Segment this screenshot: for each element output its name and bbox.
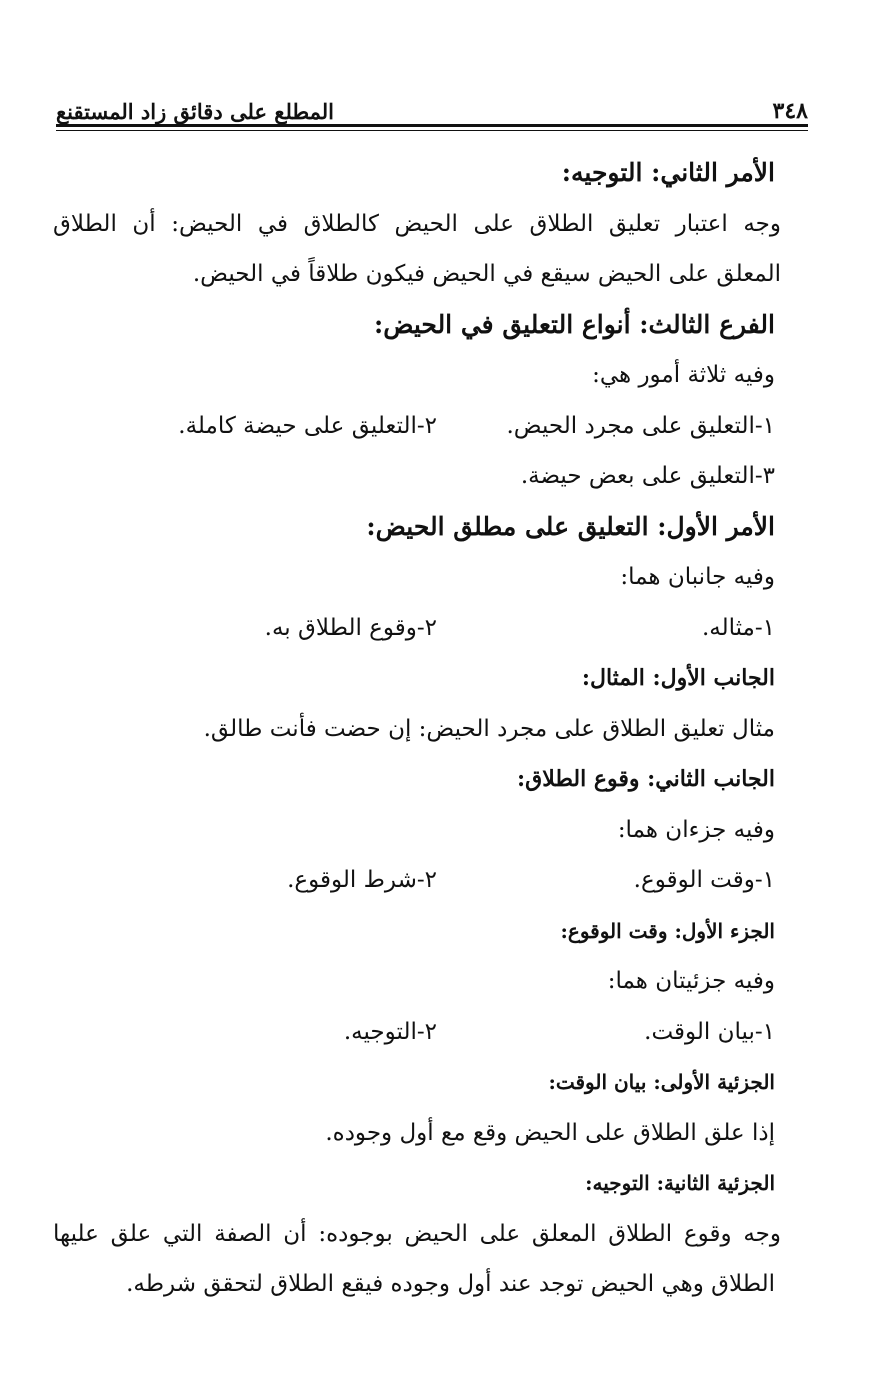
heading-first-subpart: الجزئية الأولى: بيان الوقت: xyxy=(548,1070,775,1094)
list-item: ٢-شرط الوقوع. xyxy=(287,867,437,893)
list-item: ٢-وقوع الطلاق به. xyxy=(264,614,437,641)
list-item: ١-بيان الوقت. xyxy=(644,1018,775,1045)
text-line: وفيه جانبان هما: xyxy=(620,564,775,590)
list-item: ٣-التعليق على بعض حيضة. xyxy=(520,463,775,489)
text-line: وفيه ثلاثة أمور هي: xyxy=(592,362,775,388)
paragraph-line: وجه وقوع الطلاق المعلق على الحيض بوجوده: أن الصفة التي علق عليها xyxy=(53,1220,781,1247)
paragraph-line: الطلاق وهي الحيض توجد عند أول وجوده فيقع الطلاق لتحقق شرطه. xyxy=(126,1271,775,1297)
paragraph-line: المعلق على الحيض سيقع في الحيض فيكون طلاقاً في الحيض. xyxy=(192,261,781,287)
list-pair xyxy=(53,613,775,664)
text-line: وفيه جزءان هما: xyxy=(617,816,775,843)
list-pair xyxy=(53,411,775,462)
heading-second-side: الجانب الثاني: وقوع الطلاق: xyxy=(517,766,775,792)
list-item: ٢-التوجيه. xyxy=(343,1018,437,1045)
page-body xyxy=(53,158,781,1320)
list-item: ١-مثاله. xyxy=(701,614,775,641)
header-rule-thin xyxy=(56,130,808,131)
page-number: ٣٤٨ xyxy=(772,98,808,124)
list-pair xyxy=(53,1017,775,1068)
header-rule-thick xyxy=(56,124,808,127)
list-item: ١-التعليق على مجرد الحيض. xyxy=(506,412,775,439)
paragraph-line: وجه اعتبار تعليق الطلاق على الحيض كالطلاق في الحيض: أن الطلاق xyxy=(53,210,781,237)
heading-first-side: الجانب الأول: المثال: xyxy=(581,665,775,691)
list-pair xyxy=(53,865,775,916)
list-item: ١-وقت الوقوع. xyxy=(633,867,775,893)
heading-second-subpart: الجزئية الثانية: التوجيه: xyxy=(585,1171,775,1195)
page-header xyxy=(56,84,808,124)
heading-third-branch: الفرع الثالث: أنواع التعليق في الحيض: xyxy=(374,309,775,339)
heading-first-part: الجزء الأول: وقت الوقوع: xyxy=(560,918,775,943)
running-title: المطلع على دقائق زاد المستقنع xyxy=(56,99,335,124)
heading-second-matter: الأمر الثاني: التوجيه: xyxy=(561,158,775,187)
text-line: وفيه جزئيتان هما: xyxy=(607,968,775,994)
list-item: ٢-التعليق على حيضة كاملة. xyxy=(178,412,437,439)
text-line: مثال تعليق الطلاق على مجرد الحيض: إن حضت فأنت طالق. xyxy=(203,715,775,742)
text-line: إذا علق الطلاق على الحيض وقع مع أول وجوده. xyxy=(325,1119,775,1146)
heading-first-matter: الأمر الأول: التعليق على مطلق الحيض: xyxy=(366,511,775,541)
